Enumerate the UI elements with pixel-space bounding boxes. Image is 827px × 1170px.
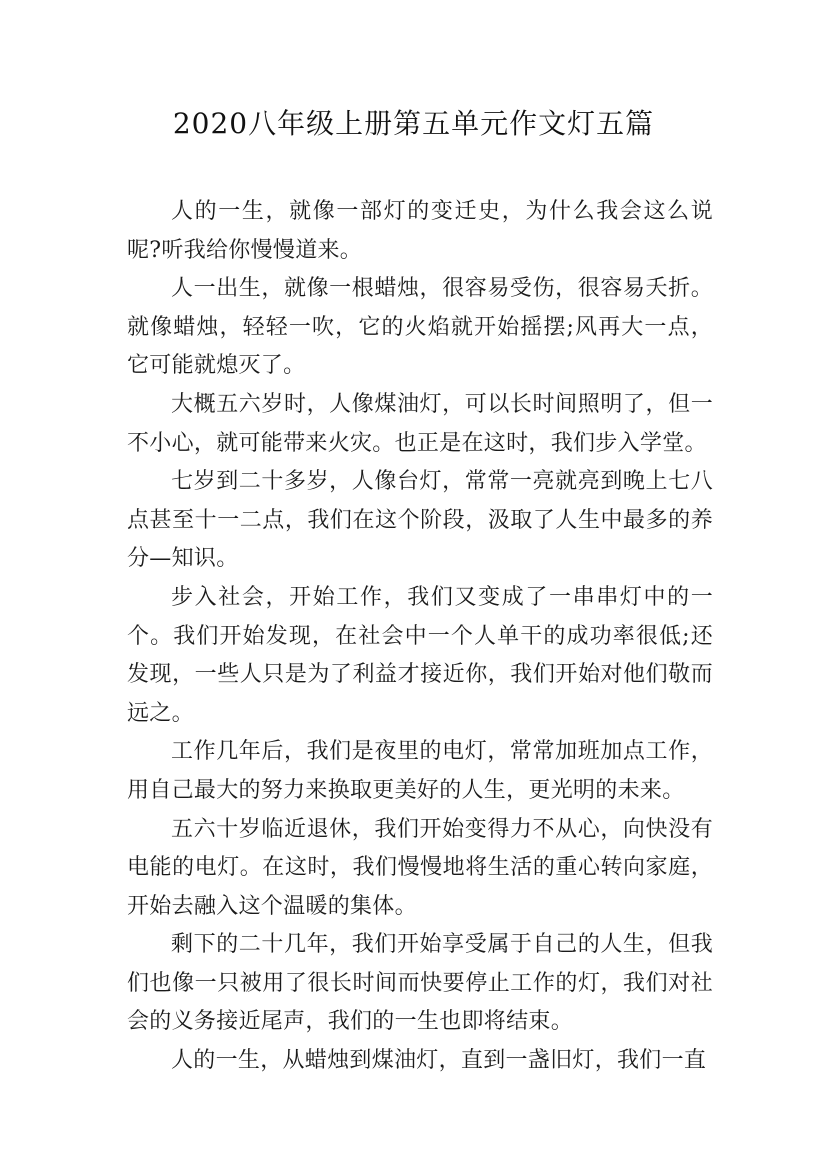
paragraph: 五六十岁临近退休，我们开始变得力不从心，向快没有电能的电灯。在这时，我们慢慢地将生活的重心转向家庭，开始去融入这个温暖的集体。 [127, 816, 713, 919]
paragraph: 人一出生，就像一根蜡烛，很容易受伤，很容易夭折。就像蜡烛，轻轻一吹，它的火焰就开始摇摆;风再大一点，它可能就熄灭了。 [127, 276, 713, 379]
paragraph: 工作几年后，我们是夜里的电灯，常常加班加点工作，用自己最大的努力来换取更美好的人生，更光明的未来。 [127, 739, 713, 803]
document-body [127, 193, 713, 1081]
document-title: 2020八年级上册第五单元作文灯五篇 [172, 107, 655, 140]
paragraph: 步入社会，开始工作，我们又变成了一串串灯中的一个。我们开始发现，在社会中一个人单干的成功率很低;还发现，一些人只是为了利益才接近你，我们开始对他们敬而远之。 [127, 584, 713, 726]
paragraph: 人的一生，从蜡烛到煤油灯，直到一盏旧灯，我们一直 [171, 1048, 707, 1074]
paragraph: 剩下的二十几年，我们开始享受属于自己的人生，但我们也像一只被用了很长时间而快要停止工作的灯，我们对社会的义务接近尾声，我们的一生也即将结束。 [127, 932, 713, 1035]
paragraph: 人的一生，就像一部灯的变迁史，为什么我会这么说呢?听我给你慢慢道来。 [127, 199, 713, 263]
paragraph: 七岁到二十多岁，人像台灯，常常一亮就亮到晚上七八点甚至十一二点，我们在这个阶段，汲取了人生中最多的养分—知识。 [127, 469, 713, 572]
paragraph: 大概五六岁时，人像煤油灯，可以长时间照明了，但一不小心，就可能带来火灾。也正是在这时，我们步入学堂。 [127, 391, 713, 456]
